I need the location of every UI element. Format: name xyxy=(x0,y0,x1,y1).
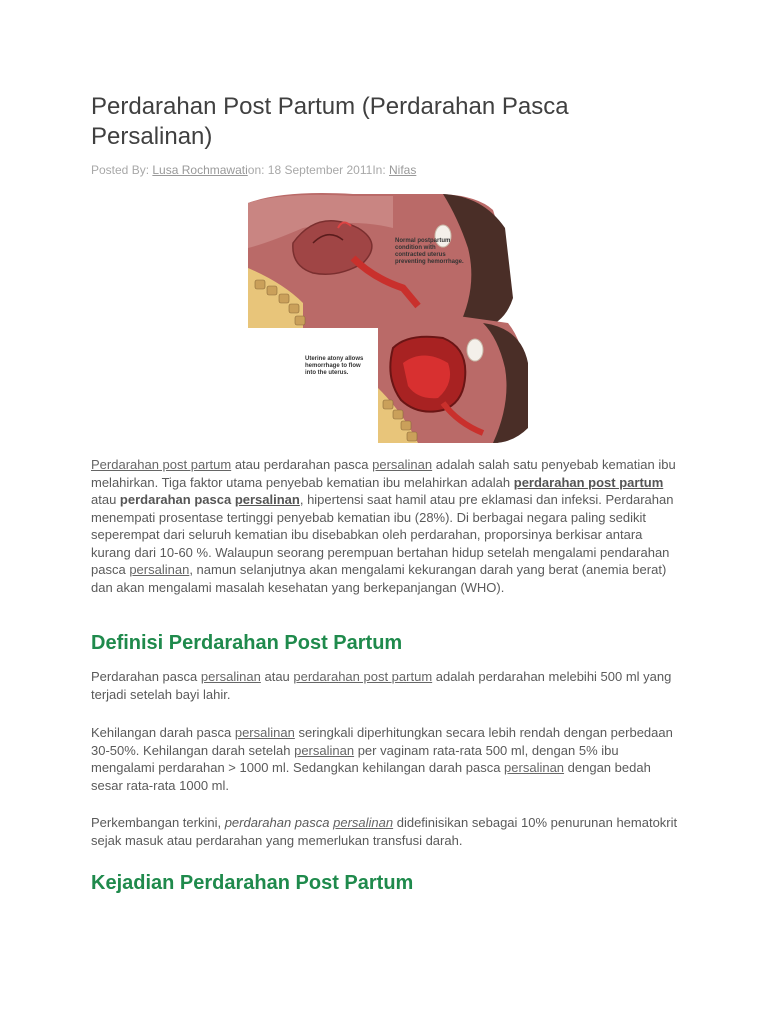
figure-label-bottom-3: into the uterus. xyxy=(305,370,349,376)
intro-text-4: , hipertensi saat hamil atau pre eklamasi dan infeksi. Perdarahan menempati prosentase tertinggi penyebab kematian ibu (28%). Di berbagai negara paling sedikit seperempat dari seluruh kematian ibu disebabkan oleh perdarahan, proporsinya berkisar antara kurang dari 10-60 %. Walaupun seorang perempuan bertahan hidup setelah mengalami pendarahan pasca xyxy=(91,492,674,577)
uterus-diagram-image xyxy=(243,188,533,448)
section-heading-definisi: Definisi Perdarahan Post Partum xyxy=(91,632,403,654)
def2-link-persalinan-3[interactable]: persalinan xyxy=(504,760,565,775)
def1-text-2: atau xyxy=(260,669,294,684)
def1-text-3: adalah perdarahan melebihi 500 ml yang terjadi setelah bayi lahir. xyxy=(91,669,672,702)
figure-label-top-2: condition with xyxy=(395,245,436,251)
intro-text-1: atau perdarahan pasca xyxy=(231,457,373,472)
section-heading-kejadian: Kejadian Perdarahan Post Partum xyxy=(91,872,414,894)
intro-bold-pasca: perdarahan pasca xyxy=(119,492,235,507)
category-label: In: xyxy=(372,163,389,177)
postpartum-illustration xyxy=(243,188,533,448)
article-title: Perdarahan Post Partum (Perdarahan Pasca Persalinan) xyxy=(91,93,569,150)
definisi-paragraph-1 xyxy=(91,668,681,703)
def2-text-2: seringkali diperhitungkan secara lebih rendah dengan perbedaan 30-50%. Kehilangan darah setelah xyxy=(91,725,673,758)
def3-text-2: didefinisikan sebagai 10% penurunan hematokrit sejak masuk atau perdarahan yang memerlukan transfusi darah. xyxy=(91,815,678,848)
figure-label-bottom-2: hemorrhage to flow xyxy=(305,363,361,369)
intro-text-3: atau xyxy=(91,492,120,507)
intro-link-persalinan-1[interactable]: persalinan xyxy=(372,457,433,472)
intro-paragraph xyxy=(91,456,681,596)
intro-text-2: adalah salah satu penyebab kematian ibu melahirkan. Tiga faktor utama penyebab kematian ibu melahirkan adalah xyxy=(91,457,676,490)
figure-label-top-1: Normal postpartum xyxy=(395,238,451,244)
post-date: on: 18 September 2011 xyxy=(247,163,373,177)
intro-link-perdarahan-post-partum[interactable]: Perdarahan post partum xyxy=(91,457,232,472)
category-link[interactable]: Nifas xyxy=(389,163,417,177)
figure-label-top-4: preventing hemorrhage. xyxy=(395,259,464,265)
def2-link-persalinan-2[interactable]: persalinan xyxy=(294,742,355,758)
figure-label-bottom-1: Uterine atony allows xyxy=(305,356,364,362)
author-link[interactable]: Lusa Rochmawati xyxy=(152,163,248,177)
uterine-atony-panel xyxy=(305,311,528,443)
figure-label-top-3: contracted uterus xyxy=(395,252,446,258)
def3-link-persalinan[interactable]: persalinan xyxy=(333,815,394,830)
def1-link-persalinan[interactable]: persalinan xyxy=(200,669,261,684)
def3-text-1: Perkembangan terkini, xyxy=(91,815,225,830)
intro-link-persalinan-2[interactable]: persalinan xyxy=(129,562,190,577)
definisi-paragraph-3 xyxy=(91,814,681,849)
intro-bold-link-persalinan[interactable]: persalinan xyxy=(234,492,300,507)
intro-bold-link-post-partum[interactable]: perdarahan post partum xyxy=(513,474,664,490)
normal-uterus-panel xyxy=(248,193,513,328)
posted-by-label: Posted By: xyxy=(91,163,153,177)
def2-text-1: Kehilangan darah pasca xyxy=(91,725,235,740)
def2-text-4: dengan bedah sesar rata-rata 1000 ml. xyxy=(91,760,651,793)
post-meta xyxy=(91,163,416,177)
def1-text-1: Perdarahan pasca xyxy=(91,669,201,684)
definisi-paragraph-2 xyxy=(91,724,681,794)
def1-link-perdarahan-post-partum[interactable]: perdarahan post partum xyxy=(293,669,433,684)
def2-link-persalinan-1[interactable]: persalinan xyxy=(234,725,295,740)
intro-text-5: , namun selanjutnya akan mengalami kekurangan darah yang berat (anemia berat) dan akan mengalami masalah kesehatan yang berkepanjangan (WHO). xyxy=(91,562,667,595)
def3-em-text: perdarahan pasca xyxy=(224,815,334,830)
def2-text-3: per vaginam rata-rata 500 ml, dengan 5% ibu mengalami perdarahan > 1000 ml. Sedangkan kehilangan darah pasca xyxy=(91,742,619,775)
